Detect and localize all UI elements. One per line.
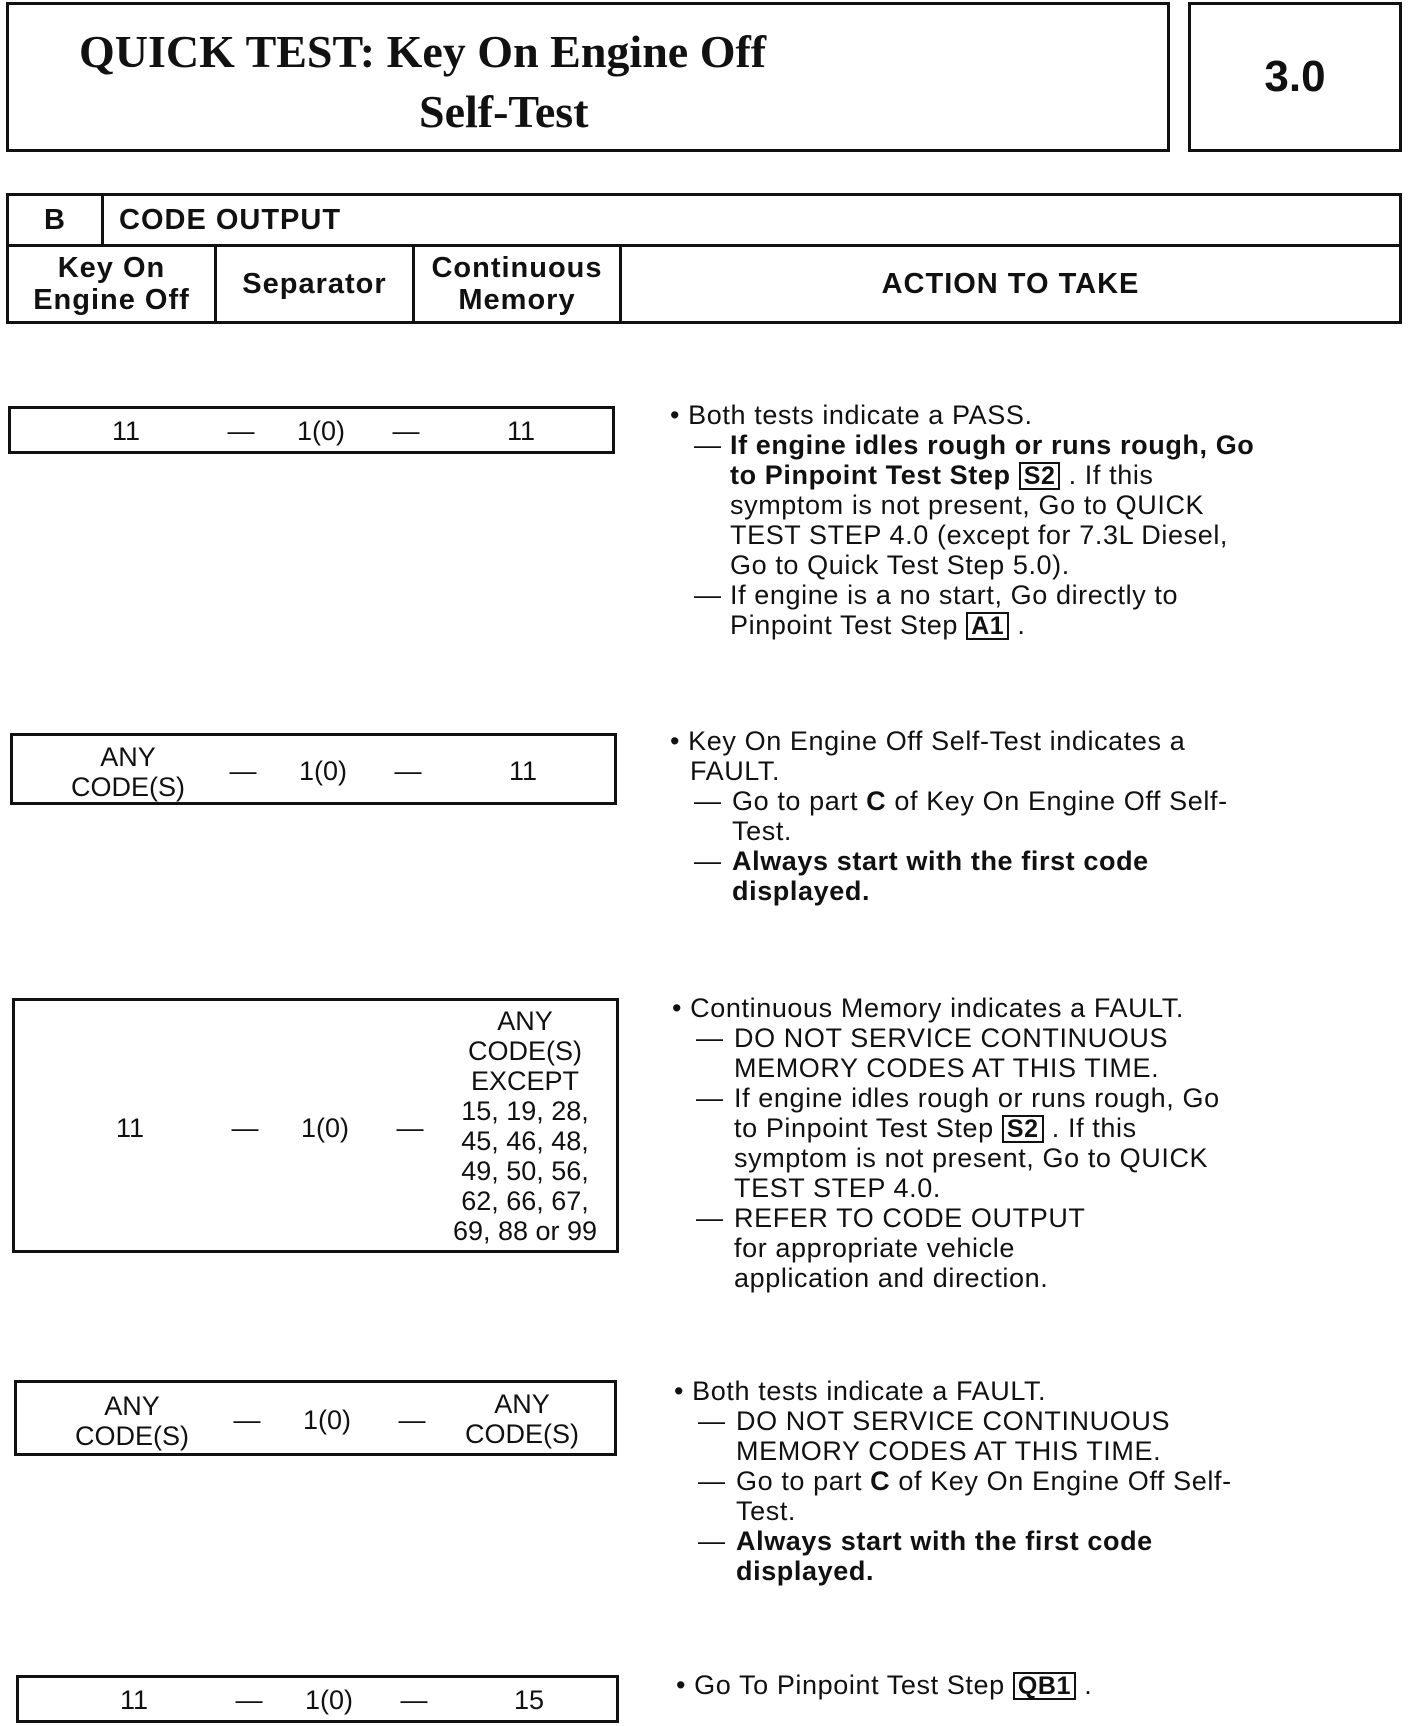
continuous-memory-code: 11 [508, 756, 538, 786]
column-header-separator: Separator [217, 247, 415, 321]
action-text: symptom is not present, Go to QUICK [730, 490, 1205, 520]
koeo-code: 11 [115, 1113, 145, 1143]
action-text: TEST STEP 4.0. [734, 1173, 941, 1203]
separator-dash: — [396, 1113, 424, 1143]
step-ref-a1[interactable]: A1 [966, 612, 1009, 640]
title-box [6, 2, 1170, 152]
action-text: If engine idles rough or runs rough, Go [730, 430, 1255, 460]
action-bullet: Key On Engine Off Self-Test indicates a [688, 726, 1186, 756]
action-text: Always start with the first code [736, 1526, 1153, 1556]
dash-marker: — [694, 846, 722, 876]
column-header-continuous-memory: Continuous Memory [415, 247, 622, 321]
separator-dash: — [229, 756, 257, 786]
continuous-memory-code: 15 [513, 1685, 545, 1715]
action-bullet: Continuous Memory indicates a FAULT. [690, 993, 1184, 1023]
continuous-memory-code: ANY CODE(S) EXCEPT 15, 19, 28, 45, 46, 48, 49, 50, 56, 62, 66, 67, 69, 88 or 99 [452, 1006, 598, 1246]
koeo-code: ANY CODE(S) [75, 1391, 189, 1451]
code-row-3 [12, 998, 619, 1253]
dash-marker: — [694, 786, 722, 816]
section-letter: B [9, 196, 104, 244]
dash-marker: — [698, 1526, 726, 1556]
section-title: CODE OUTPUT [119, 203, 342, 236]
action-text: DO NOT SERVICE CONTINUOUS [736, 1406, 1171, 1436]
code-row-2 [10, 733, 617, 805]
action-text: If engine idles rough or runs rough, Go [734, 1083, 1220, 1113]
page-title-line1: QUICK TEST: Key On Engine Off [79, 26, 767, 77]
action-bullet: Go To Pinpoint Test Step [694, 1670, 1005, 1700]
action-text: If engine is a no start, Go directly to [730, 580, 1179, 610]
dash-marker: — [694, 580, 722, 610]
dash-marker: — [696, 1023, 724, 1053]
action-text: Pinpoint Test Step [730, 610, 958, 640]
action-text: to Pinpoint Test Step [734, 1113, 994, 1143]
dash-marker: — [698, 1466, 726, 1496]
column-header-action: ACTION TO TAKE [881, 268, 1140, 300]
continuous-memory-code: ANY CODE(S) [465, 1389, 579, 1449]
step-ref-s2[interactable]: S2 [1019, 462, 1061, 490]
action-bullet: • Both tests indicate a PASS. [670, 400, 1033, 430]
separator-dash: — [231, 1113, 259, 1143]
separator-dash: — [233, 1405, 261, 1435]
action-text: symptom is not present, Go to QUICK [734, 1143, 1209, 1173]
continuous-memory-code: 11 [506, 416, 536, 446]
separator-dash: — [394, 756, 422, 786]
action-text: Always start with the first code [732, 846, 1149, 876]
action-text: Test. [736, 1496, 797, 1526]
koeo-code: ANY CODE(S) [71, 742, 185, 802]
action-text: for appropriate vehicle [734, 1233, 1015, 1263]
dash-marker: — [696, 1083, 724, 1113]
dash-marker: — [694, 430, 722, 460]
code-output-header [6, 193, 1402, 324]
separator-dash: — [227, 416, 255, 446]
separator-code: 1(0) [298, 756, 347, 786]
action-text: application and direction. [734, 1263, 1049, 1293]
action-text: to Pinpoint Test Step [730, 460, 1011, 490]
action-text: displayed. [736, 1556, 875, 1586]
code-row-4 [14, 1380, 617, 1456]
separator-dash: — [235, 1685, 263, 1715]
separator-dash: — [392, 416, 420, 446]
column-header-koeo: Key On Engine Off [9, 247, 217, 321]
section-number: 3.0 [1188, 2, 1402, 152]
code-row-5 [16, 1675, 619, 1723]
separator-code: 1(0) [296, 416, 345, 446]
separator-code: 1(0) [302, 1405, 351, 1435]
action-text: DO NOT SERVICE CONTINUOUS [734, 1023, 1169, 1053]
separator-dash: — [400, 1685, 428, 1715]
step-ref-s2[interactable]: S2 [1002, 1115, 1044, 1143]
action-text: FAULT. [690, 756, 781, 786]
action-text: displayed. [732, 876, 871, 906]
dash-marker: — [696, 1203, 724, 1233]
separator-code: 1(0) [304, 1685, 353, 1715]
page-title-line2: Self-Test [419, 86, 589, 137]
action-text: Test. [732, 816, 793, 846]
action-text: Go to Quick Test Step 5.0). [730, 550, 1070, 580]
action-bullet: Both tests indicate a FAULT. [692, 1376, 1047, 1406]
header-row-columns [9, 247, 1399, 321]
step-ref-qb1[interactable]: QB1 [1013, 1672, 1076, 1700]
separator-code: 1(0) [300, 1113, 349, 1143]
code-row-1 [8, 406, 615, 454]
action-text: REFER TO CODE OUTPUT [734, 1203, 1086, 1233]
koeo-code: 11 [119, 1685, 149, 1715]
action-text: MEMORY CODES AT THIS TIME. [736, 1436, 1162, 1466]
action-text: TEST STEP 4.0 (except for 7.3L Diesel, [730, 520, 1229, 550]
separator-dash: — [398, 1405, 426, 1435]
header-row-title [9, 196, 1399, 247]
dash-marker: — [698, 1406, 726, 1436]
action-text: MEMORY CODES AT THIS TIME. [734, 1053, 1160, 1083]
koeo-code: 11 [111, 416, 141, 446]
